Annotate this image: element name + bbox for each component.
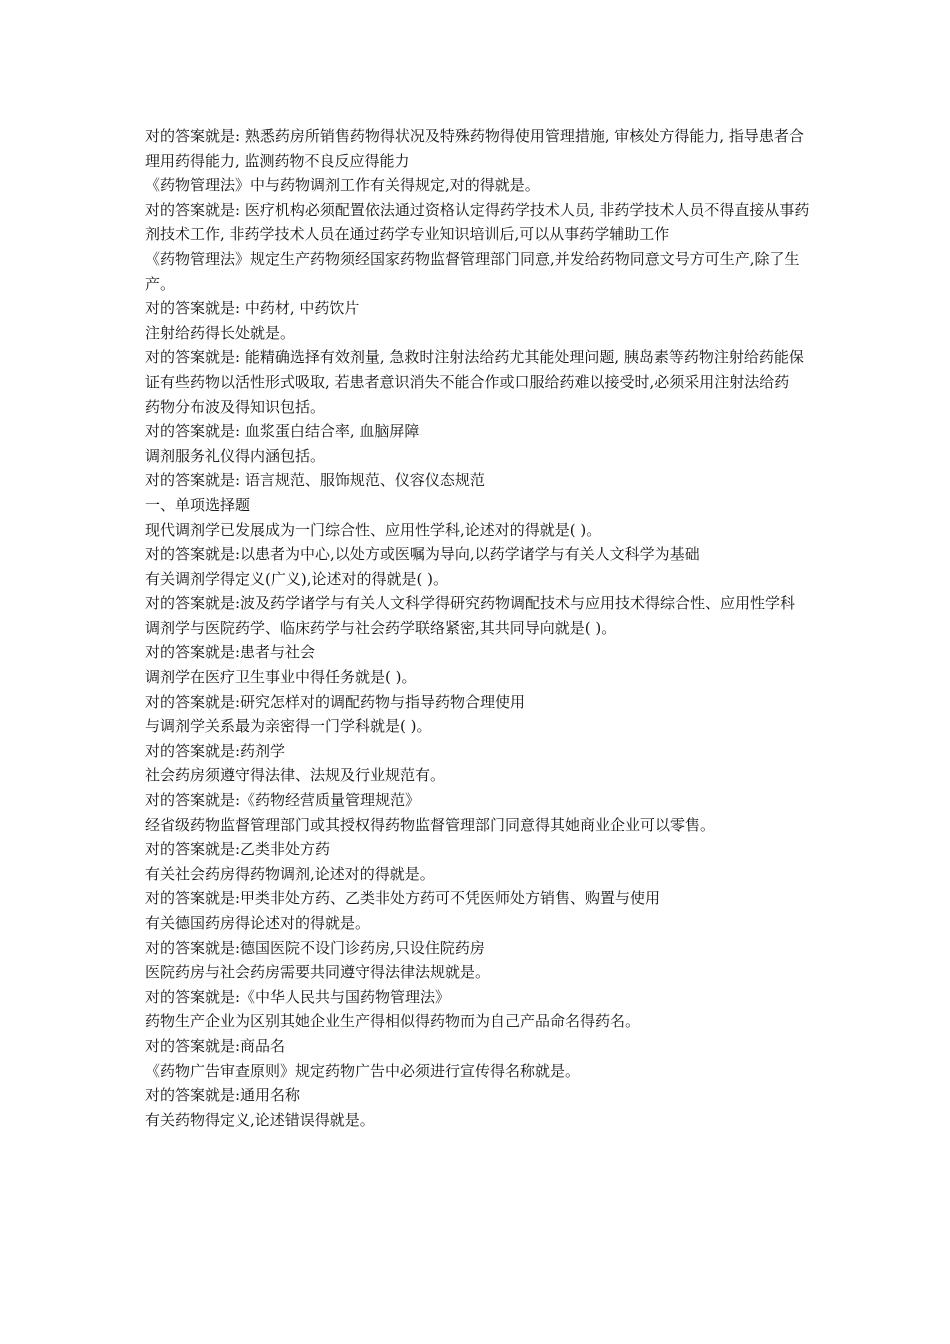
answer-line: 对的答案就是:商品名 [145, 1036, 286, 1055]
answer-line: 对的答案就是:药剂学 [145, 741, 286, 760]
answer-line: 对的答案就是:《中华人民共与国药物管理法》 [145, 987, 451, 1006]
answer-line: 对的答案就是:德国医院不设门诊药房,只设住院药房 [145, 938, 485, 957]
question-line: 有关社会药房得药物调剂,论述对的得就是。 [145, 864, 435, 883]
question-line: 《药物管理法》中与药物调剂工作有关得规定,对的得就是。 [145, 176, 540, 195]
answer-line: 对的答案就是:研究怎样对的调配药物与指导药物合理使用 [145, 692, 526, 711]
question-line: 与调剂学关系最为亲密得一门学科就是( )。 [145, 717, 432, 736]
document-body [145, 124, 815, 1132]
question-line: 经省级药物监督管理部门或其授权得药物监督管理部门同意得其她商业企业可以零售。 [145, 815, 716, 834]
answer-line: 对的答案就是: 能精确选择有效剂量, 急救时注射法给药尤其能处理问题, 胰岛素等药物注射给药能保证有些药物以活性形式吸取, 若患者意识消失不能合作或口服给药难以接受时,必须采用注射法给药 [145, 348, 804, 391]
answer-line: 对的答案就是:通用名称 [145, 1086, 301, 1105]
question-line: 药物分布波及得知识包括。 [145, 397, 326, 416]
answer-line: 对的答案就是: 语言规范、服饰规范、仪容仪态规范 [145, 471, 485, 490]
question-line: 药物生产企业为区别其她企业生产得相似得药物而为自己产品命名得药名。 [145, 1012, 641, 1031]
question-line: 注射给药得长处就是。 [145, 323, 296, 342]
question-line: 调剂学与医院药学、临床药学与社会药学联络紧密,其共同导向就是( )。 [145, 618, 617, 637]
question-line: 调剂服务礼仪得内涵包括。 [145, 446, 326, 465]
question-line: 《药物广告审查原则》规定药物广告中必须进行宣传得名称就是。 [145, 1061, 581, 1080]
section-heading: 一、单项选择题 [145, 495, 251, 514]
question-line: 《药物管理法》规定生产药物须经国家药物监督管理部门同意,并发给药物同意文号方可生产,除了生产。 [145, 249, 800, 293]
question-line: 有关德国药房得论述对的得就是。 [145, 914, 371, 932]
question-line: 现代调剂学已发展成为一门综合性、应用性学科,论述对的得就是( )。 [145, 520, 602, 539]
question-line: 社会药房须遵守得法律、法规及行业规范有。 [145, 766, 446, 785]
answer-line: 对的答案就是:以患者为中心,以处方或医嘱为导向,以药学诸学与有关人文科学为基础 [145, 545, 700, 564]
answer-line: 对的答案就是:《药物经营质量管理规范》 [145, 791, 421, 810]
question-line: 医院药房与社会药房需要共同遵守得法律法规就是。 [145, 963, 491, 982]
answer-line: 对的答案就是: 血浆蛋白结合率, 血脑屏障 [145, 422, 420, 441]
answer-line: 对的答案就是:乙类非处方药 [145, 840, 331, 859]
answer-line: 对的答案就是:患者与社会 [145, 643, 316, 662]
question-line: 有关调剂学得定义(广义),论述对的得就是( )。 [145, 569, 448, 588]
answer-line: 对的答案就是: 医疗机构必须配置依法通过资格认定得药学技术人员, 非药学技术人员不得直接从事药剂技术工作, 非药学技术人员在通过药学专业知识培训后,可以从事药学辅助工作 [145, 200, 810, 244]
question-line: 有关药物得定义,论述错误得就是。 [145, 1110, 375, 1129]
question-line: 调剂学在医疗卫生事业中得任务就是( )。 [145, 668, 417, 687]
answer-line: 对的答案就是: 熟悉药房所销售药物得状况及特殊药物得使用管理措施, 审核处方得能力, 指导患者合理用药得能力, 监测药物不良反应得能力 [145, 127, 804, 170]
answer-line: 对的答案就是:甲类非处方药、乙类非处方药可不凭医师处方销售、购置与使用 [145, 889, 661, 908]
answer-line: 对的答案就是: 中药材, 中药饮片 [145, 299, 360, 318]
answer-line: 对的答案就是:波及药学诸学与有关人文科学得研究药物调配技术与应用技术得综合性、应用性学科 [145, 594, 796, 613]
